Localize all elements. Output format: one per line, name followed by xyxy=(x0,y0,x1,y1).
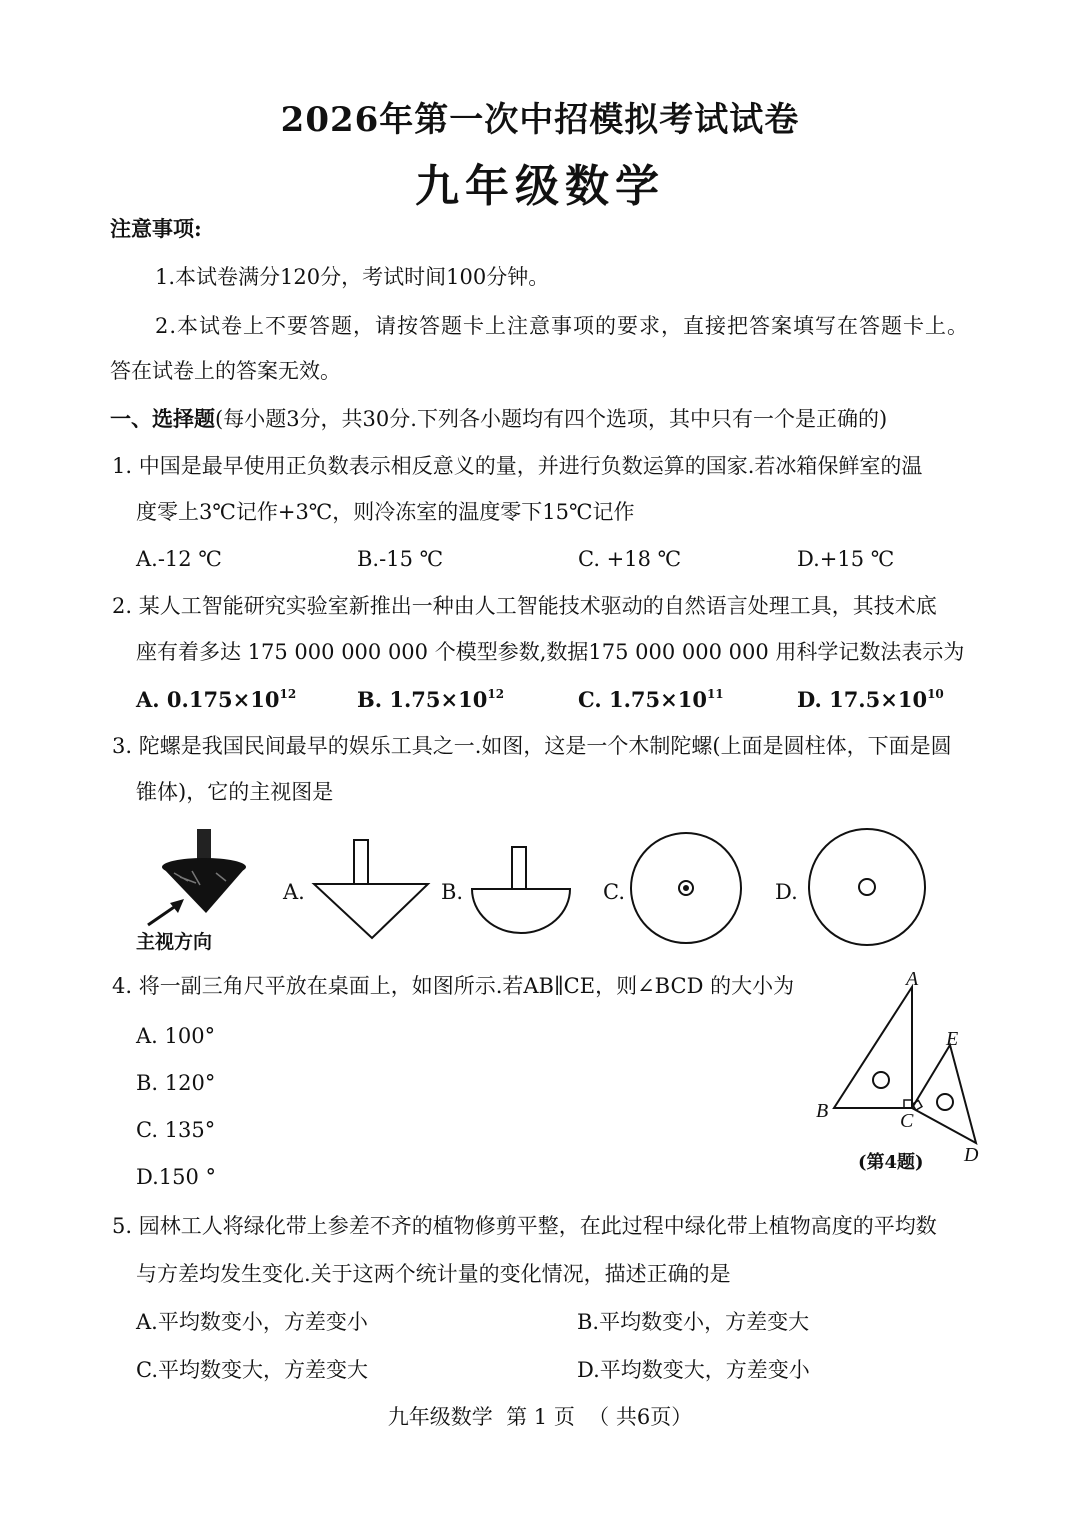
q3-stem-line2: 锥体)，它的主视图是 xyxy=(136,780,334,804)
q2-option-b: B. $1.75\times 10^{12}$ xyxy=(357,687,505,712)
spinning-top-figure xyxy=(140,825,260,925)
q2-stem-line2: 座有着多达 175 000 000 000 个模型参数,数据175 000 000 000 用科学记数法表示为 xyxy=(136,640,965,664)
q1-option-c: C. +18 ℃ xyxy=(578,547,682,571)
q1-stem-line1: 1. 中国是最早使用正负数表示相反意义的量，并进行负数运算的国家.若冰箱保鲜室的温 xyxy=(112,454,923,478)
q5-stem-line1: 5. 园林工人将绿化带上参差不齐的植物修剪平整，在此过程中绿化带上植物高度的平均数 xyxy=(112,1214,937,1238)
exam-title: 2026年第一次中招模拟考试试卷 xyxy=(280,100,800,140)
q4-figure-caption: (第4题) xyxy=(858,1152,924,1173)
notes-heading: 注意事项: xyxy=(110,216,202,241)
q5-stem-line2: 与方差均发生变化.关于这两个统计量的变化情况，描述正确的是 xyxy=(136,1262,731,1286)
note-item-2-cont: 答在试卷上的答案无效。 xyxy=(110,359,341,383)
q2-option-a: A. $0.175\times 10^{12}$ xyxy=(136,687,297,712)
subject-title: 九年级数学 xyxy=(415,161,665,212)
right-angle-mark xyxy=(904,1100,912,1108)
q3-stem-line1: 3. 陀螺是我国民间最早的娱乐工具之一.如图，这是一个木制陀螺(上面是圆柱体，下面是圆 xyxy=(112,734,952,758)
q4-option-d: D.150 ° xyxy=(136,1165,217,1189)
q5-option-b: B.平均数变小，方差变大 xyxy=(577,1310,810,1334)
page-footer: 九年级数学 第 1 页 （ 共6页） xyxy=(387,1405,693,1429)
triangle-abc xyxy=(834,987,912,1108)
q1-option-b: B.-15 ℃ xyxy=(357,547,444,571)
q1-stem-line2: 度零上3℃记作+3℃，则冷冻室的温度零下15℃记作 xyxy=(136,500,635,524)
q2-stem-line1: 2. 某人工智能研究实验室新推出一种由人工智能技术驱动的自然语言处理工具，其技术底 xyxy=(112,594,937,618)
q5-option-d: D.平均数变大，方差变小 xyxy=(577,1358,810,1382)
q4-option-b: B. 120° xyxy=(136,1071,216,1095)
q3-option-c-label: C. xyxy=(603,880,625,904)
point-c-label: C xyxy=(900,1110,914,1132)
q2-option-d: D. $17.5\times 10^{10}$ xyxy=(797,687,944,712)
arrow-head xyxy=(170,899,184,913)
point-d-label: D xyxy=(964,1144,979,1166)
q3-option-b-label: B. xyxy=(441,880,464,904)
triangle-abc-hole xyxy=(873,1072,889,1088)
q3-option-a-figure xyxy=(310,838,430,943)
view-direction-label: 主视方向 xyxy=(136,931,213,953)
q5-option-c: C.平均数变大，方差变大 xyxy=(136,1358,368,1382)
q1-option-d: D.+15 ℃ xyxy=(797,547,895,571)
point-a-label: A xyxy=(906,968,919,990)
note-item-2: 2.本试卷上不要答题，请按答题卡上注意事项的要求，直接把答案填写在答题卡上。 xyxy=(155,314,970,338)
section-desc: (每小题3分，共30分.下列各小题均有四个选项，其中只有一个是正确的) xyxy=(215,407,888,431)
q1-option-a: A.-12 ℃ xyxy=(136,547,222,571)
q5-option-a: A.平均数变小，方差变小 xyxy=(136,1310,368,1334)
note-item-1: 1.本试卷满分120分，考试时间100分钟。 xyxy=(155,265,550,289)
q2-option-c: C. $1.75\times 10^{11}$ xyxy=(578,687,724,712)
q3-option-d-figure xyxy=(806,826,928,948)
section-heading xyxy=(110,405,887,433)
q4-stem: 4. 将一副三角尺平放在桌面上，如图所示.若AB∥CE，则∠BCD 的大小为 xyxy=(112,974,795,998)
q3-option-b-figure xyxy=(468,845,578,935)
q3-option-c-figure xyxy=(628,830,744,946)
q4-set-squares-figure xyxy=(810,968,990,1166)
q4-option-a: A. 100° xyxy=(136,1024,216,1048)
q3-option-d-label: D. xyxy=(775,880,798,904)
q4-option-c: C. 135° xyxy=(136,1118,216,1142)
section-title: 一、选择题 xyxy=(110,406,215,431)
point-e-label: E xyxy=(946,1028,959,1050)
point-b-label: B xyxy=(816,1100,829,1122)
q3-option-a-label: A. xyxy=(283,880,305,904)
triangle-cde-hole xyxy=(937,1094,953,1110)
